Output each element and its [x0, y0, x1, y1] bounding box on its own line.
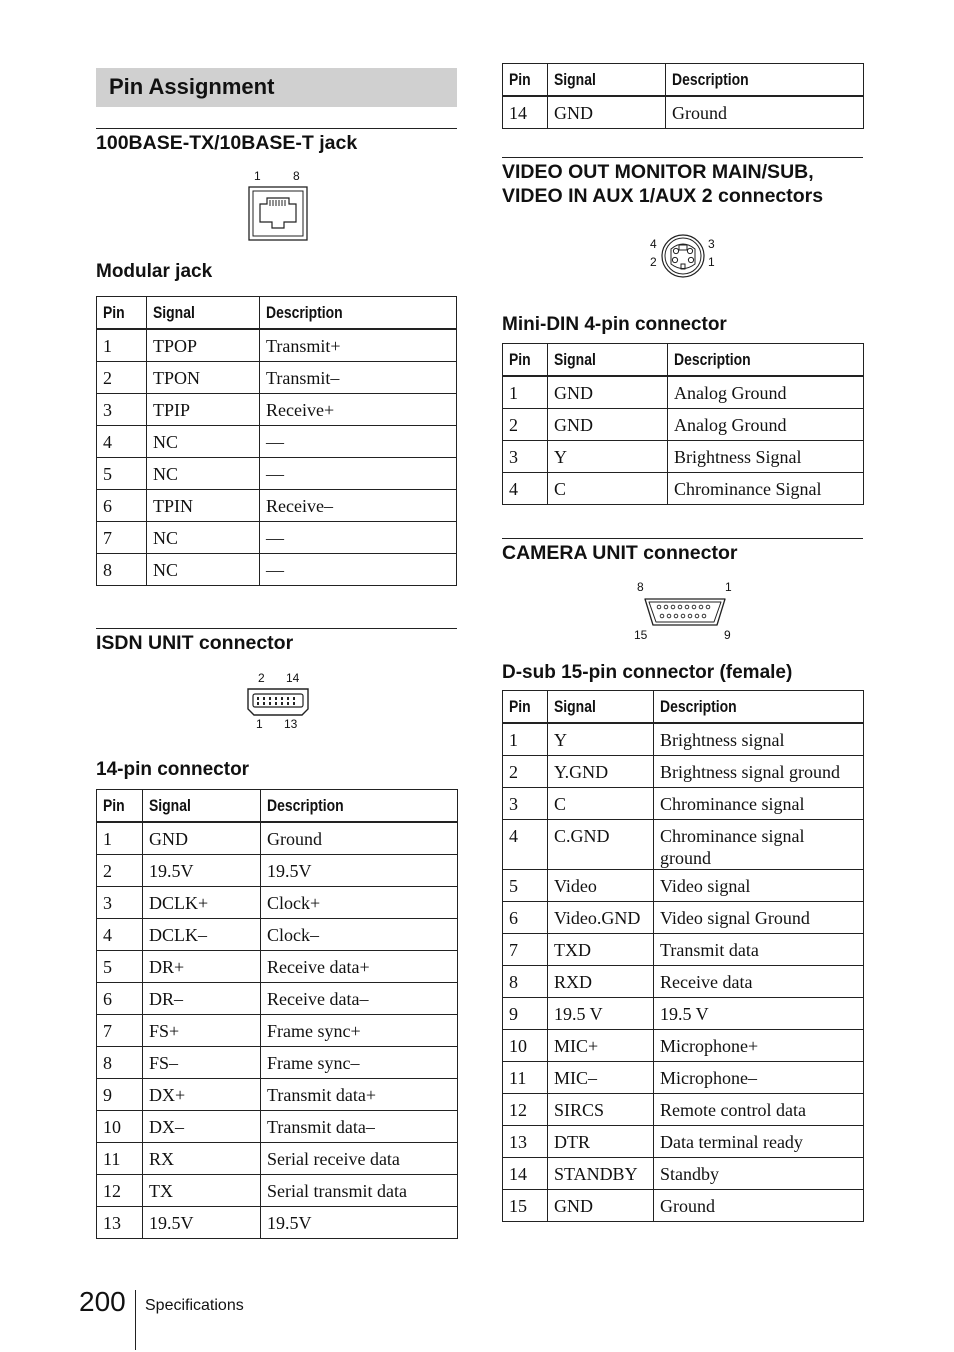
- description-cell: Frame sync–: [261, 1046, 458, 1078]
- isdn-pin-table-continued: [502, 63, 864, 129]
- signal-cell: Y: [548, 440, 668, 472]
- signal-cell: NC: [147, 457, 260, 489]
- column-header-label: Description: [266, 302, 343, 322]
- pin-cell: 4: [503, 472, 548, 504]
- pin-cell: 8: [503, 965, 548, 997]
- description-cell: —: [260, 521, 457, 553]
- pin-cell: 7: [503, 933, 548, 965]
- table-row: [503, 1125, 864, 1157]
- description-cell: Clock–: [261, 918, 458, 950]
- column-header-label: Signal: [153, 302, 195, 322]
- description-cell: Ground: [261, 822, 458, 854]
- description-cell: Brightness signal ground: [654, 755, 864, 787]
- column-header: [97, 790, 143, 823]
- signal-cell: SIRCS: [548, 1093, 654, 1125]
- signal-cell: GND: [548, 408, 668, 440]
- signal-cell: NC: [147, 553, 260, 585]
- column-header: [260, 297, 457, 330]
- table-row: [503, 1189, 864, 1221]
- description-cell: Analog Ground: [668, 408, 864, 440]
- description-cell: Analog Ground: [668, 376, 864, 408]
- table-row: [97, 1014, 458, 1046]
- column-header: [548, 344, 668, 377]
- description-cell: Remote control data: [654, 1093, 864, 1125]
- table-row: [97, 822, 458, 854]
- footer-section-label: Specifications: [145, 1297, 244, 1314]
- description-cell: 19.5V: [261, 854, 458, 886]
- description-cell: Ground: [666, 96, 864, 128]
- pin-cell: 4: [97, 918, 143, 950]
- signal-cell: C.GND: [548, 819, 654, 869]
- column-header: [503, 64, 548, 97]
- column-header: [143, 790, 261, 823]
- table-row: [97, 886, 458, 918]
- video-heading: [502, 157, 863, 208]
- column-header-label: Pin: [509, 696, 531, 716]
- pin-cell: 13: [97, 1206, 143, 1238]
- table-row: [503, 472, 864, 504]
- table-row: [97, 1206, 458, 1238]
- pin-label: 2: [650, 255, 657, 269]
- description-cell: —: [260, 457, 457, 489]
- table-row: [503, 755, 864, 787]
- column-header: [503, 344, 548, 377]
- pin-cell: 5: [503, 869, 548, 901]
- pin-label: 1: [725, 580, 732, 594]
- pin-cell: 8: [97, 1046, 143, 1078]
- pin-cell: 6: [503, 901, 548, 933]
- pin-cell: 1: [97, 329, 147, 361]
- pin-label: 9: [724, 628, 731, 642]
- description-cell: Receive data–: [261, 982, 458, 1014]
- table-row: [97, 1046, 458, 1078]
- table-row: [503, 1061, 864, 1093]
- column-header: [654, 691, 864, 724]
- signal-cell: GND: [548, 96, 666, 128]
- column-header-label: Signal: [149, 795, 191, 815]
- description-cell: Receive data: [654, 965, 864, 997]
- signal-cell: Y: [548, 723, 654, 755]
- table-row: [97, 521, 457, 553]
- signal-cell: DCLK+: [143, 886, 261, 918]
- table-row: [97, 918, 458, 950]
- signal-cell: TPIP: [147, 393, 260, 425]
- pin-cell: 10: [97, 1110, 143, 1142]
- signal-cell: MIC+: [548, 1029, 654, 1061]
- pin-cell: 14: [503, 96, 548, 128]
- description-cell: Microphone+: [654, 1029, 864, 1061]
- signal-cell: Video: [548, 869, 654, 901]
- table-row: [97, 425, 457, 457]
- description-cell: Frame sync+: [261, 1014, 458, 1046]
- pin-label: 8: [293, 169, 300, 183]
- pin-cell: 5: [97, 950, 143, 982]
- column-header-label: Pin: [509, 349, 531, 369]
- signal-cell: GND: [548, 376, 668, 408]
- column-header: [666, 64, 864, 97]
- table-row: [503, 1029, 864, 1061]
- description-cell: Standby: [654, 1157, 864, 1189]
- pin-label: 1: [254, 169, 261, 183]
- column-header: [97, 297, 147, 330]
- signal-cell: DR–: [143, 982, 261, 1014]
- description-cell: Serial receive data: [261, 1142, 458, 1174]
- table-row: [503, 96, 864, 128]
- signal-cell: 19.5 V: [548, 997, 654, 1029]
- pin-cell: 3: [503, 787, 548, 819]
- table-row: [503, 376, 864, 408]
- description-cell: Receive–: [260, 489, 457, 521]
- signal-cell: RXD: [548, 965, 654, 997]
- table-row: [503, 1157, 864, 1189]
- isdn-connector-icon: [246, 670, 310, 732]
- description-cell: Transmit data+: [261, 1078, 458, 1110]
- description-cell: Video signal Ground: [654, 901, 864, 933]
- video-heading-line2: VIDEO IN AUX 1/AUX 2 connectors: [502, 185, 824, 207]
- signal-cell: FS+: [143, 1014, 261, 1046]
- column-header-label: Pin: [509, 69, 531, 89]
- pin-cell: 9: [503, 997, 548, 1029]
- description-cell: 19.5V: [261, 1206, 458, 1238]
- column-header: [261, 790, 458, 823]
- table-row: [97, 489, 457, 521]
- signal-cell: 19.5V: [143, 1206, 261, 1238]
- signal-cell: DX+: [143, 1078, 261, 1110]
- signal-cell: TXD: [548, 933, 654, 965]
- pin-label: 4: [650, 237, 657, 251]
- pin-label: 15: [634, 628, 648, 642]
- pin-cell: 1: [97, 822, 143, 854]
- pin-cell: 1: [503, 376, 548, 408]
- table-row: [97, 950, 458, 982]
- description-cell: Transmit+: [260, 329, 457, 361]
- table-row: [503, 1093, 864, 1125]
- signal-cell: Y.GND: [548, 755, 654, 787]
- column-header-label: Signal: [554, 696, 596, 716]
- isdn-subheading: 14-pin connector: [96, 759, 250, 780]
- table-row: [97, 854, 458, 886]
- page-number: 200: [79, 1286, 126, 1317]
- video-heading-line1: VIDEO OUT MONITOR MAIN/SUB,: [502, 161, 814, 183]
- signal-cell: DTR: [548, 1125, 654, 1157]
- pin-cell: 4: [97, 425, 147, 457]
- table-row: [97, 393, 457, 425]
- signal-cell: NC: [147, 425, 260, 457]
- pin-cell: 14: [503, 1157, 548, 1189]
- ethernet-pin-table: [96, 296, 457, 586]
- signal-cell: TX: [143, 1174, 261, 1206]
- pin-cell: 9: [97, 1078, 143, 1110]
- table-row: [97, 982, 458, 1014]
- isdn-heading: ISDN UNIT connector: [96, 628, 457, 655]
- column-header-label: Signal: [554, 349, 596, 369]
- table-row: [97, 1142, 458, 1174]
- column-header-label: Pin: [103, 795, 125, 815]
- column-header-label: Pin: [103, 302, 125, 322]
- table-row: [97, 1110, 458, 1142]
- description-cell: Chrominance signal: [654, 787, 864, 819]
- pin-cell: 8: [97, 553, 147, 585]
- table-row: [503, 787, 864, 819]
- mini-din-connector-icon: [648, 228, 720, 288]
- table-row: [503, 723, 864, 755]
- description-cell: Transmit–: [260, 361, 457, 393]
- table-row: [503, 901, 864, 933]
- description-cell: Clock+: [261, 886, 458, 918]
- column-header: [147, 297, 260, 330]
- video-subheading: Mini-DIN 4-pin connector: [502, 314, 727, 335]
- ethernet-subheading: Modular jack: [96, 261, 213, 282]
- pin-cell: 7: [97, 521, 147, 553]
- signal-cell: FS–: [143, 1046, 261, 1078]
- footer-divider: [135, 1290, 136, 1350]
- column-header: [548, 64, 666, 97]
- signal-cell: GND: [143, 822, 261, 854]
- column-header-label: Description: [660, 696, 737, 716]
- table-row: [503, 933, 864, 965]
- signal-cell: C: [548, 787, 654, 819]
- signal-cell: GND: [548, 1189, 654, 1221]
- column-header-label: Signal: [554, 69, 596, 89]
- pin-cell: 3: [503, 440, 548, 472]
- pin-cell: 6: [97, 489, 147, 521]
- signal-cell: TPON: [147, 361, 260, 393]
- signal-cell: DCLK–: [143, 918, 261, 950]
- isdn-pin-table: [96, 789, 458, 1239]
- description-cell: Transmit data–: [261, 1110, 458, 1142]
- pin-label: 2: [258, 671, 265, 685]
- pin-label: 13: [284, 717, 298, 731]
- table-row: [503, 997, 864, 1029]
- table-row: [503, 869, 864, 901]
- signal-cell: TPOP: [147, 329, 260, 361]
- pin-cell: 7: [97, 1014, 143, 1046]
- description-cell: Data terminal ready: [654, 1125, 864, 1157]
- pin-cell: 13: [503, 1125, 548, 1157]
- column-header-label: Description: [267, 795, 344, 815]
- table-row: [503, 965, 864, 997]
- description-cell: Receive+: [260, 393, 457, 425]
- camera-pin-table: [502, 690, 864, 1222]
- pin-cell: 2: [97, 361, 147, 393]
- pin-cell: 12: [97, 1174, 143, 1206]
- description-cell: Ground: [654, 1189, 864, 1221]
- pin-cell: 1: [503, 723, 548, 755]
- table-row: [503, 819, 864, 869]
- page-title: Pin Assignment: [96, 68, 457, 107]
- description-cell: 19.5 V: [654, 997, 864, 1029]
- description-cell: Chrominance Signal: [668, 472, 864, 504]
- pin-cell: 15: [503, 1189, 548, 1221]
- pin-cell: 11: [97, 1142, 143, 1174]
- signal-cell: DX–: [143, 1110, 261, 1142]
- pin-cell: 6: [97, 982, 143, 1014]
- signal-cell: MIC–: [548, 1061, 654, 1093]
- description-cell: Serial transmit data: [261, 1174, 458, 1206]
- description-cell: Receive data+: [261, 950, 458, 982]
- description-cell: Microphone–: [654, 1061, 864, 1093]
- pin-label: 3: [708, 237, 715, 251]
- description-cell: Transmit data: [654, 933, 864, 965]
- pin-cell: 2: [97, 854, 143, 886]
- pin-cell: 11: [503, 1061, 548, 1093]
- column-header: [668, 344, 864, 377]
- table-row: [503, 408, 864, 440]
- description-cell: Video signal: [654, 869, 864, 901]
- pin-cell: 5: [97, 457, 147, 489]
- table-row: [97, 361, 457, 393]
- column-header: [548, 691, 654, 724]
- signal-cell: TPIN: [147, 489, 260, 521]
- description-cell: Brightness Signal: [668, 440, 864, 472]
- camera-subheading: D-sub 15-pin connector (female): [502, 662, 793, 683]
- pin-label: 8: [637, 580, 644, 594]
- table-row: [97, 1174, 458, 1206]
- column-header: [503, 691, 548, 724]
- table-row: [503, 440, 864, 472]
- dsub-connector-icon: [630, 578, 742, 644]
- table-row: [97, 1078, 458, 1110]
- description-cell: —: [260, 425, 457, 457]
- modular-jack-icon: [248, 168, 308, 243]
- description-cell: —: [260, 553, 457, 585]
- pin-cell: 4: [503, 819, 548, 869]
- signal-cell: NC: [147, 521, 260, 553]
- pin-cell: 12: [503, 1093, 548, 1125]
- signal-cell: 19.5V: [143, 854, 261, 886]
- signal-cell: RX: [143, 1142, 261, 1174]
- video-pin-table: [502, 343, 864, 505]
- pin-cell: 3: [97, 886, 143, 918]
- column-header-label: Description: [672, 69, 749, 89]
- pin-cell: 2: [503, 755, 548, 787]
- pin-cell: 10: [503, 1029, 548, 1061]
- pin-cell: 3: [97, 393, 147, 425]
- signal-cell: C: [548, 472, 668, 504]
- signal-cell: Video.GND: [548, 901, 654, 933]
- table-row: [97, 457, 457, 489]
- column-header-label: Description: [674, 349, 751, 369]
- description-cell: Chrominance signal ground: [654, 819, 864, 869]
- pin-label: 1: [708, 255, 715, 269]
- ethernet-heading: 100BASE-TX/10BASE-T jack: [96, 128, 457, 155]
- signal-cell: STANDBY: [548, 1157, 654, 1189]
- table-row: [97, 329, 457, 361]
- pin-label: 14: [286, 671, 300, 685]
- pin-cell: 2: [503, 408, 548, 440]
- camera-heading: CAMERA UNIT connector: [502, 538, 863, 565]
- signal-cell: DR+: [143, 950, 261, 982]
- pin-label: 1: [256, 717, 263, 731]
- table-row: [97, 553, 457, 585]
- description-cell: Brightness signal: [654, 723, 864, 755]
